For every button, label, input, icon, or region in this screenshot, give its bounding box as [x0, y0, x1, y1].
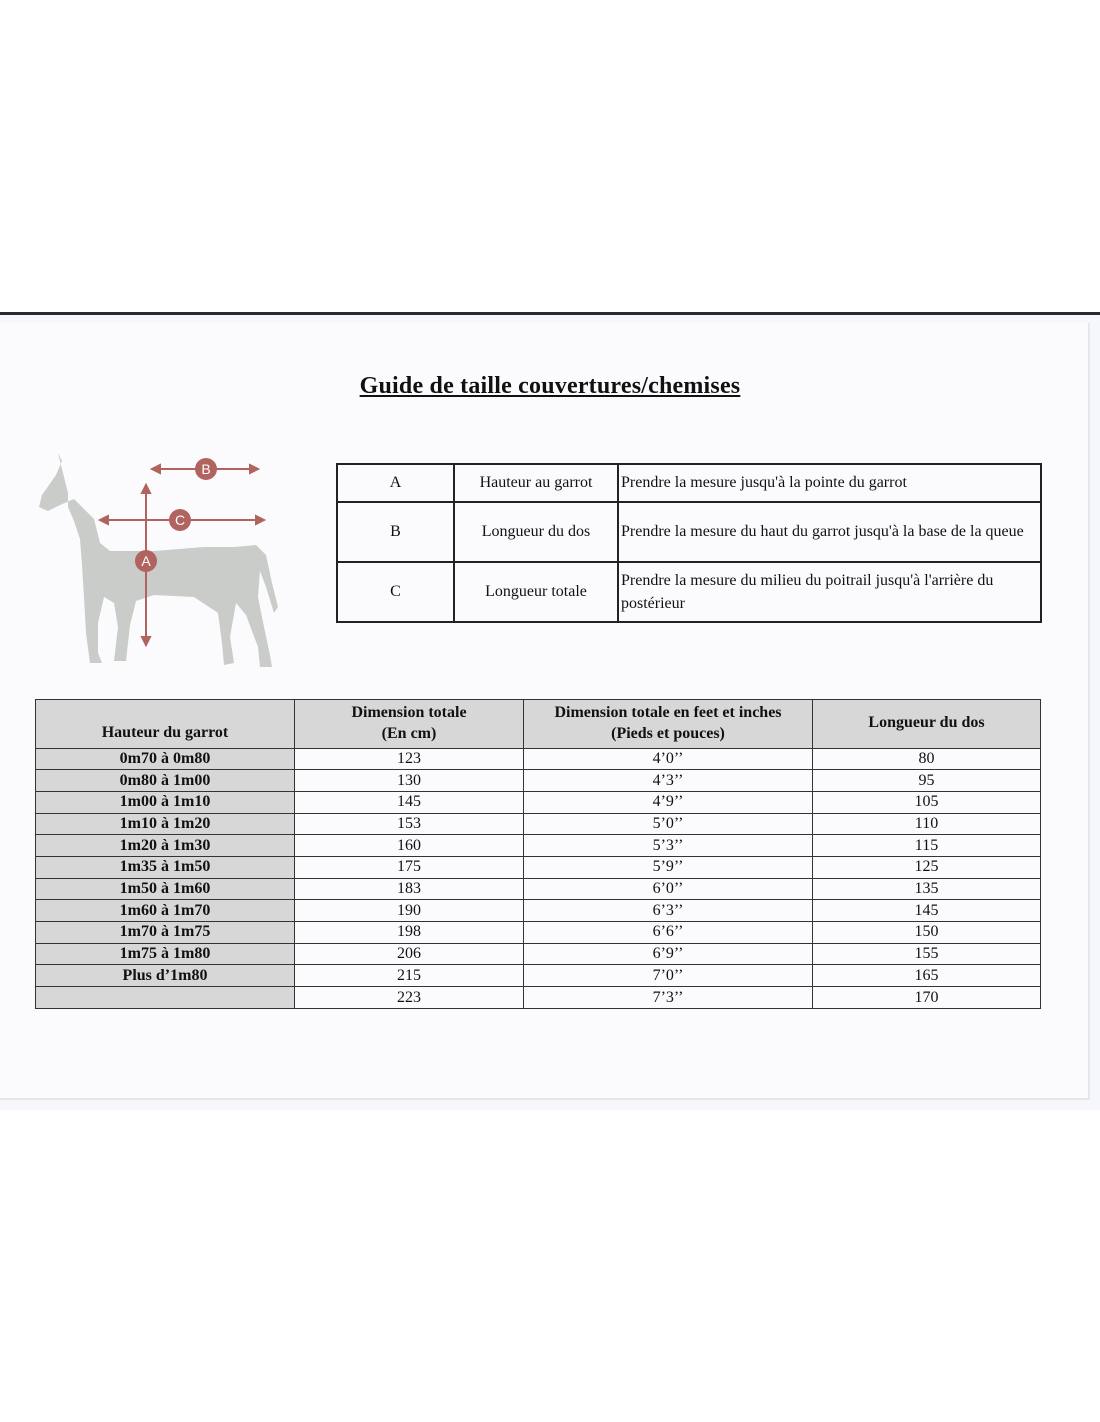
- table-row: [36, 965, 1041, 987]
- cell-back: 155: [813, 943, 1041, 965]
- cell-ft: 5’3’’: [524, 835, 813, 857]
- cell-height: Plus d’1m80: [36, 965, 295, 987]
- size-table-header: [36, 700, 1041, 749]
- cell-cm: 123: [295, 748, 524, 770]
- table-row: [36, 943, 1041, 965]
- page-title: Guide de taille couvertures/chemises: [359, 373, 741, 399]
- legend-row-b: [337, 502, 1041, 562]
- cell-ft: 5’0’’: [524, 813, 813, 835]
- cell-back: 105: [813, 791, 1041, 813]
- arrow-c-head-right: [256, 516, 264, 524]
- cell-back: 115: [813, 835, 1041, 857]
- legend-row-c: [337, 562, 1041, 622]
- table-row: [36, 987, 1041, 1009]
- cell-cm: 175: [295, 857, 524, 879]
- table-row: [36, 878, 1041, 900]
- arrow-b-head-left: [152, 465, 160, 473]
- cell-ft: 6’6’’: [524, 922, 813, 944]
- cell-back: 145: [813, 900, 1041, 922]
- table-row: [36, 900, 1041, 922]
- cell-cm: 215: [295, 965, 524, 987]
- header-height: Hauteur du garrot: [36, 700, 295, 749]
- horse-measurement-diagram: [34, 447, 284, 667]
- cell-ft: 6’0’’: [524, 878, 813, 900]
- legend-description: Prendre la mesure jusqu'à la pointe du garrot: [618, 464, 1041, 502]
- horse-silhouette: [39, 453, 278, 667]
- header-dim-ft: [524, 700, 813, 749]
- cell-height: 1m75 à 1m80: [36, 943, 295, 965]
- legend-name: Longueur du dos: [454, 502, 618, 562]
- cell-cm: 153: [295, 813, 524, 835]
- cell-height: 1m00 à 1m10: [36, 791, 295, 813]
- legend-row-a: [337, 464, 1041, 502]
- cell-ft: 5’9’’: [524, 857, 813, 879]
- cell-cm: 206: [295, 943, 524, 965]
- cell-ft: 6’9’’: [524, 943, 813, 965]
- cell-cm: 160: [295, 835, 524, 857]
- cell-back: 95: [813, 770, 1041, 792]
- table-row: [36, 813, 1041, 835]
- cell-ft: 6’3’’: [524, 900, 813, 922]
- table-row: [36, 857, 1041, 879]
- cell-height: [36, 987, 295, 1009]
- cell-back: 150: [813, 922, 1041, 944]
- table-row: [36, 770, 1041, 792]
- marker-a-label: A: [141, 553, 151, 569]
- cell-height: 1m35 à 1m50: [36, 857, 295, 879]
- legend-name: Longueur totale: [454, 562, 618, 622]
- header-dim-cm-line1: Dimension totale: [351, 704, 467, 721]
- table-row: [36, 791, 1041, 813]
- cell-height: 1m60 à 1m70: [36, 900, 295, 922]
- cell-ft: 4’9’’: [524, 791, 813, 813]
- size-guide-sheet: [0, 312, 1100, 1110]
- legend-letter: C: [337, 562, 454, 622]
- marker-b: [195, 458, 217, 480]
- cell-back: 165: [813, 965, 1041, 987]
- cell-cm: 190: [295, 900, 524, 922]
- cell-height: 1m20 à 1m30: [36, 835, 295, 857]
- cell-cm: 183: [295, 878, 524, 900]
- cell-height: 1m10 à 1m20: [36, 813, 295, 835]
- table-row: [36, 835, 1041, 857]
- cell-back: 110: [813, 813, 1041, 835]
- cell-cm: 130: [295, 770, 524, 792]
- header-dim-ft-line1: Dimension totale en feet et inches: [554, 704, 782, 721]
- cell-ft: 4’3’’: [524, 770, 813, 792]
- cell-height: 0m70 à 0m80: [36, 748, 295, 770]
- arrow-b-head-right: [250, 465, 258, 473]
- measurement-legend-table: [336, 463, 1042, 623]
- cell-height: 1m50 à 1m60: [36, 878, 295, 900]
- cell-cm: 145: [295, 791, 524, 813]
- arrow-a-head-bottom: [142, 637, 150, 645]
- cell-height: 0m80 à 1m00: [36, 770, 295, 792]
- legend-description: Prendre la mesure du haut du garrot jusqu'à la base de la queue: [618, 502, 1041, 562]
- cell-back: 170: [813, 987, 1041, 1009]
- cell-cm: 198: [295, 922, 524, 944]
- cell-ft: 7’3’’: [524, 987, 813, 1009]
- legend-description: Prendre la mesure du milieu du poitrail jusqu'à l'arrière du postérieur: [618, 562, 1041, 622]
- header-dim-ft-line2: (Pieds et pouces): [611, 724, 725, 742]
- cell-back: 80: [813, 748, 1041, 770]
- size-table: [35, 699, 1041, 1009]
- header-back-length: Longueur du dos: [813, 700, 1041, 749]
- header-dim-cm-line2: (En cm): [381, 724, 437, 742]
- cell-ft: 4’0’’: [524, 748, 813, 770]
- cell-cm: 223: [295, 987, 524, 1009]
- marker-b-label: B: [201, 461, 211, 477]
- legend-name: Hauteur au garrot: [454, 464, 618, 502]
- cell-ft: 7’0’’: [524, 965, 813, 987]
- arrow-c-head-left: [100, 516, 108, 524]
- table-row: [36, 748, 1041, 770]
- cell-back: 125: [813, 857, 1041, 879]
- marker-a: [135, 550, 157, 572]
- table-row: [36, 922, 1041, 944]
- marker-c-label: C: [174, 512, 186, 528]
- arrow-a-head-top: [142, 485, 150, 493]
- legend-letter: B: [337, 502, 454, 562]
- cell-height: 1m70 à 1m75: [36, 922, 295, 944]
- legend-letter: A: [337, 464, 454, 502]
- marker-c: [169, 509, 191, 531]
- header-dim-cm: [295, 700, 524, 749]
- cell-back: 135: [813, 878, 1041, 900]
